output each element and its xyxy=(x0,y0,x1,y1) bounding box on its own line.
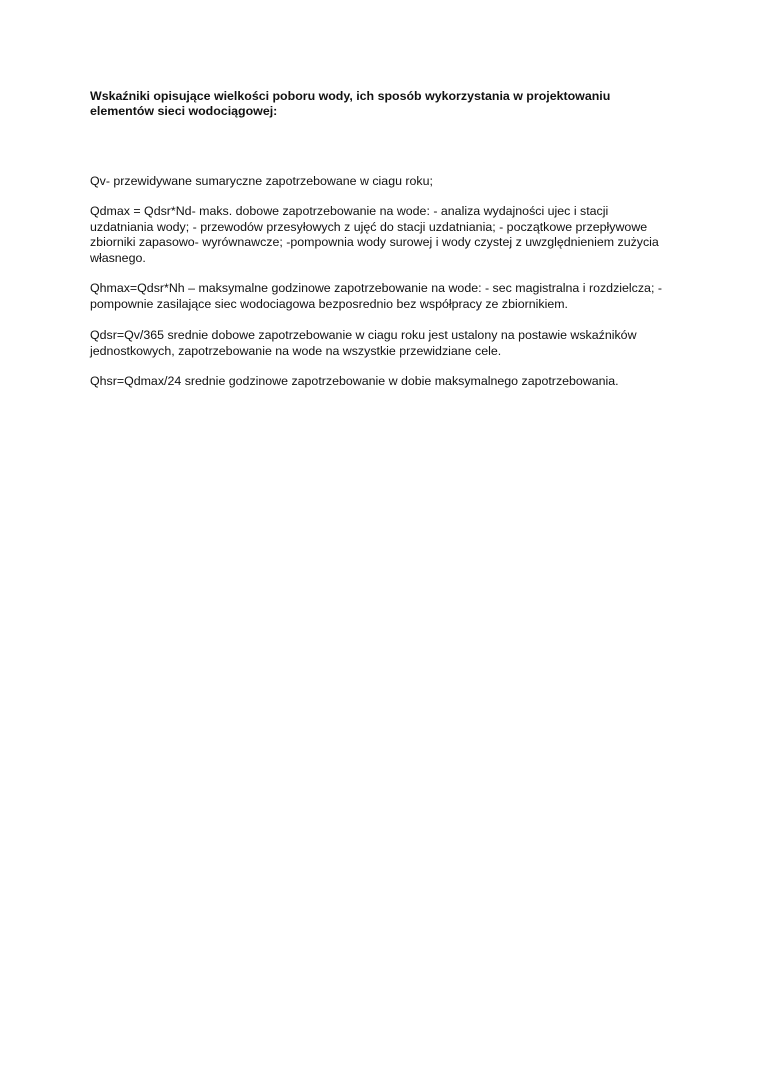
paragraph-qhmax: Qhmax=Qdsr*Nh – maksymalne godzinowe zapotrzebowanie na wode: - sec magistralna i rozdzielcza; - pompownie zasilające siec wodociagowa bezposrednio bez współpracy ze zbiornikiem. xyxy=(90,281,662,311)
paragraph-qdmax: Qdmax = Qdsr*Nd- maks. dobowe zapotrzebowanie na wode: - analiza wydajności ujec i stacji uzdatniania wody; - przewodów przesyłowych z ujęć do stacji uzdatniania; - początkowe przepływowe zbiorniki zapasowo- wyrównawcze; -pompownia wody surowej i wody czystej z uwzględnieniem zużycia własnego. xyxy=(90,204,659,265)
paragraph-qv: Qv- przewidywane sumaryczne zapotrzebowane w ciagu roku; xyxy=(90,174,433,188)
paragraph-qhsr: Qhsr=Qdmax/24 srednie godzinowe zapotrzebowanie w dobie maksymalnego zapotrzebowania. xyxy=(90,374,619,388)
document-title: Wskaźniki opisujące wielkości poboru wody, ich sposób wykorzystania w projektowaniu elementów sieci wodociągowej: xyxy=(90,89,611,118)
paragraph-qdsr: Qdsr=Qv/365 srednie dobowe zapotrzebowanie w ciagu roku jest ustalony na postawie wskaźników jednostkowych, zapotrzebowanie na wode na wszystkie przewidziane cele. xyxy=(90,328,637,358)
